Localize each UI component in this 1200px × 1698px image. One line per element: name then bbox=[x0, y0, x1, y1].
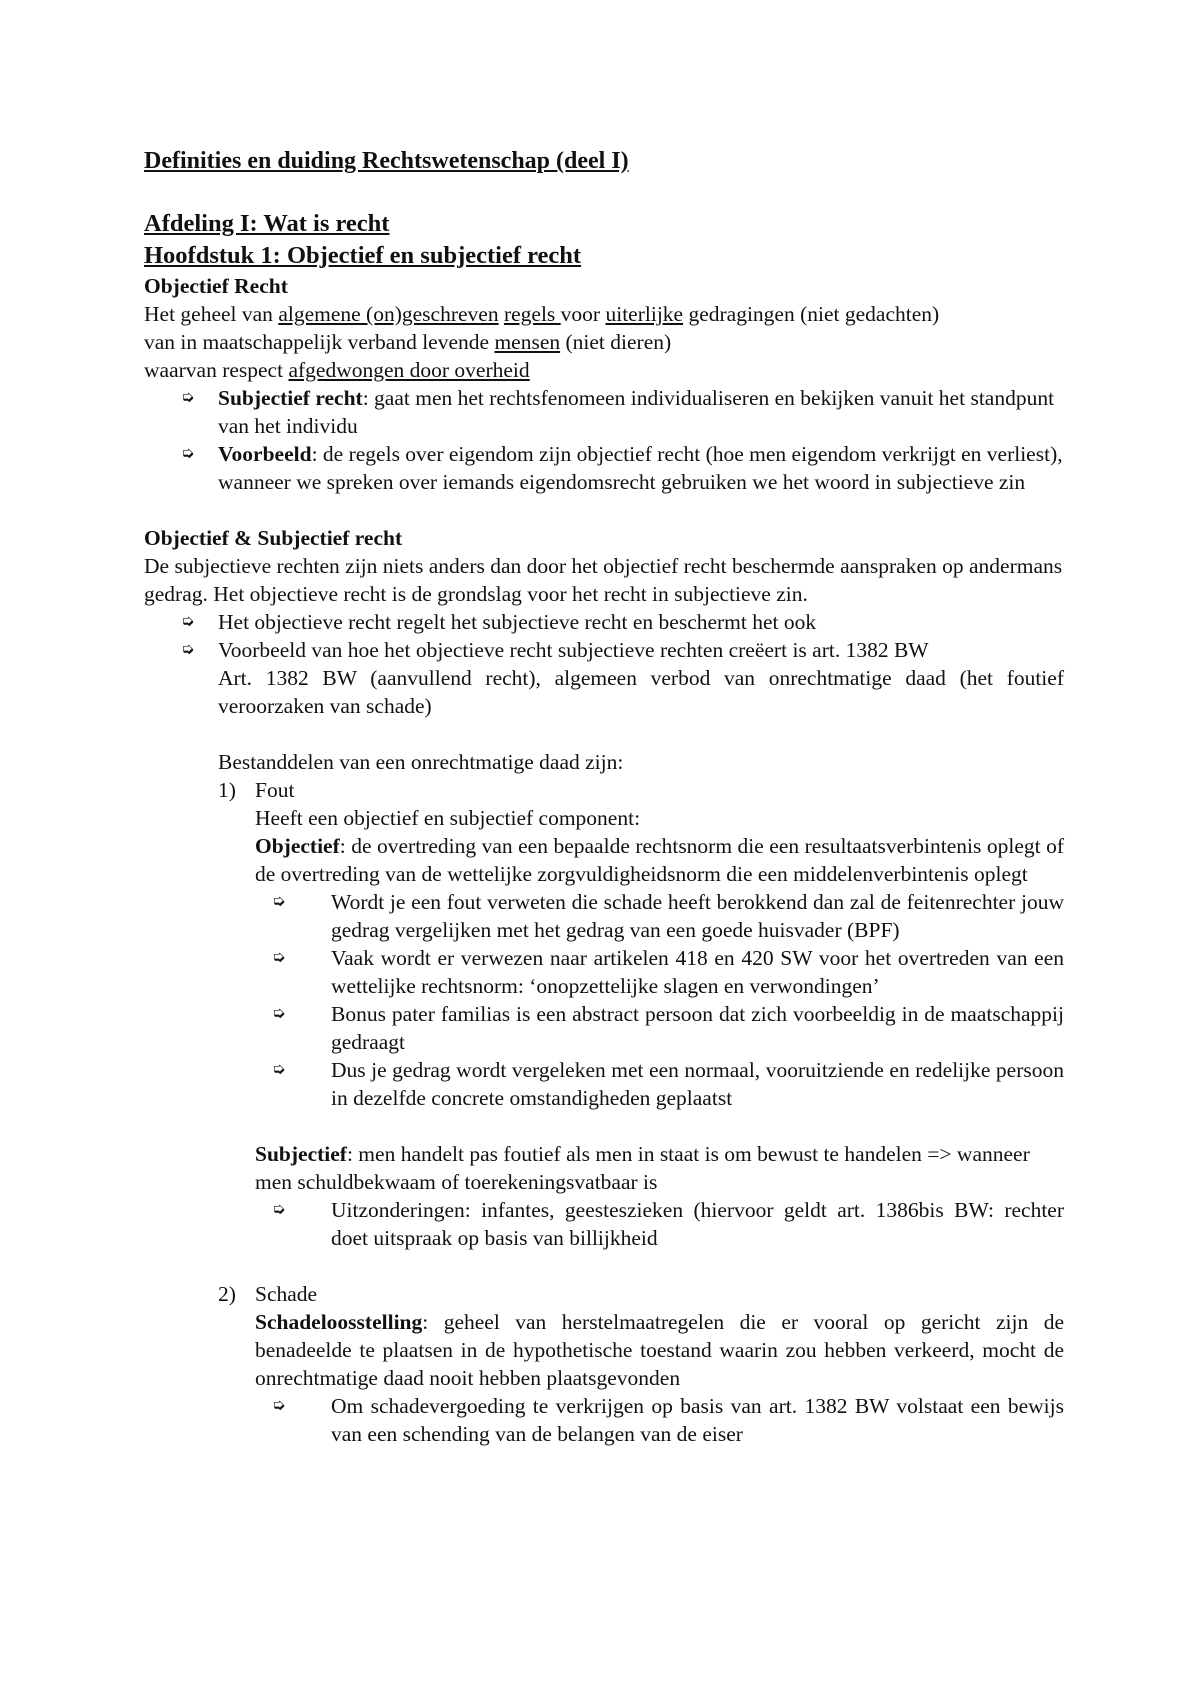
arrow-bullet-icon: ➭ bbox=[272, 1005, 286, 1022]
list-item: ➭ Voorbeeld van hoe het objectieve recht subjectieve rechten creëert is art. 1382 BW bbox=[181, 638, 929, 662]
list-item: ➭ Vaak wordt er verwezen naar artikelen 418 en 420 SW voor het overtreden van een wettelijke rechtsnorm: ‘onopzettelijke slagen en verwondingen’ bbox=[272, 946, 1064, 998]
definition-line-1: Het geheel van algemene (on)geschreven regels voor uiterlijke gedragingen (niet gedachten) bbox=[144, 302, 940, 326]
numbered-item-fout: 1) Fout bbox=[218, 778, 295, 802]
numbered-item-schade: 2) Schade bbox=[218, 1282, 318, 1306]
definition-line-3: waarvan respect afgedwongen door overheid bbox=[144, 358, 530, 382]
list-item: ➭ Om schadevergoeding te verkrijgen op basis van art. 1382 BW volstaat een bewijs van een schending van de belangen van de eiser bbox=[272, 1394, 1064, 1446]
list-item: ➭ Wordt je een fout verweten die schade heeft berokkend dan zal de feitenrechter jouw gedrag vergelijken met het gedrag van een goede huisvader (BPF) bbox=[272, 890, 1064, 942]
paragraph: Heeft een objectief en subjectief component: bbox=[255, 806, 641, 830]
objectief-recht-heading: Objectief Recht bbox=[144, 274, 288, 298]
subjectief-paragraph: Subjectief: men handelt pas foutief als men in staat is om bewust te handelen => wanneer men schuldbekwaam of toerekeningsvatbaar is bbox=[255, 1142, 1030, 1194]
section-afdeling-heading: Afdeling I: Wat is recht bbox=[144, 210, 390, 237]
arrow-bullet-icon: ➭ bbox=[272, 1397, 286, 1414]
arrow-bullet-icon: ➭ bbox=[272, 893, 286, 910]
list-item: ➭ Uitzonderingen: infantes, geesteszieken (hiervoor geldt art. 1386bis BW: rechter doet uitspraak op basis van billijkheid bbox=[272, 1198, 1064, 1250]
arrow-bullet-icon: ➭ bbox=[181, 641, 195, 658]
arrow-bullet-icon: ➭ bbox=[181, 613, 195, 630]
document-body bbox=[144, 146, 1064, 1448]
document-title: Definities en duiding Rechtswetenschap (deel I) bbox=[144, 148, 629, 174]
schadeloosstelling-paragraph: Schadeloosstelling: geheel van herstelmaatregelen die er vooral op gericht zijn de benadeelde te plaatsen in de hypothetische toestand waarin zou hebben verkeerd, mocht de onrechtmatige daad nooit hebben plaatsgevonden bbox=[255, 1310, 1064, 1390]
arrow-bullet-icon: ➭ bbox=[272, 1061, 286, 1078]
list-item: ➭ Subjectief recht: gaat men het rechtsfenomeen individualiseren en bekijken vanuit het standpunt van het individu bbox=[181, 386, 1055, 438]
paragraph: De subjectieve rechten zijn niets anders dan door het objectief recht beschermde aanspraken op andermans gedrag. Het objectieve recht is de grondslag voor het recht in subjectieve zin. bbox=[144, 554, 1063, 606]
definition-line-2: van in maatschappelijk verband levende mensen (niet dieren) bbox=[144, 330, 672, 354]
objectief-subjectief-heading: Objectief & Subjectief recht bbox=[144, 526, 403, 550]
chapter-heading: Hoofdstuk 1: Objectief en subjectief recht bbox=[144, 242, 582, 269]
objectief-paragraph: Objectief: de overtreding van een bepaalde rechtsnorm die een resultaatsverbintenis oplegt of de overtreding van de wettelijke zorgvuldigheidsnorm die een middelenverbintenis oplegt bbox=[255, 834, 1064, 886]
arrow-bullet-icon: ➭ bbox=[181, 445, 195, 462]
article-paragraph: Art. 1382 BW (aanvullend recht), algemeen verbod van onrechtmatige daad (het foutief veroorzaken van schade) bbox=[218, 666, 1064, 718]
bestanddelen-intro: Bestanddelen van een onrechtmatige daad zijn: bbox=[218, 750, 624, 774]
list-item: ➭ Voorbeeld: de regels over eigendom zijn objectief recht (hoe men eigendom verkrijgt en verliest), wanneer we spreken over iemands eigendomsrecht gebruiken we het woord in subjectieve zin bbox=[181, 442, 1063, 494]
list-item: ➭ Dus je gedrag wordt vergeleken met een normaal, vooruitziende en redelijke persoon in dezelfde concrete omstandigheden geplaatst bbox=[272, 1058, 1064, 1110]
list-item: ➭ Bonus pater familias is een abstract persoon dat zich voorbeeldig in de maatschappij gedraagt bbox=[272, 1002, 1064, 1054]
arrow-bullet-icon: ➭ bbox=[272, 1201, 286, 1218]
arrow-bullet-icon: ➭ bbox=[272, 949, 286, 966]
arrow-bullet-icon: ➭ bbox=[181, 389, 195, 406]
list-item: ➭ Het objectieve recht regelt het subjectieve recht en beschermt het ook bbox=[181, 610, 817, 634]
